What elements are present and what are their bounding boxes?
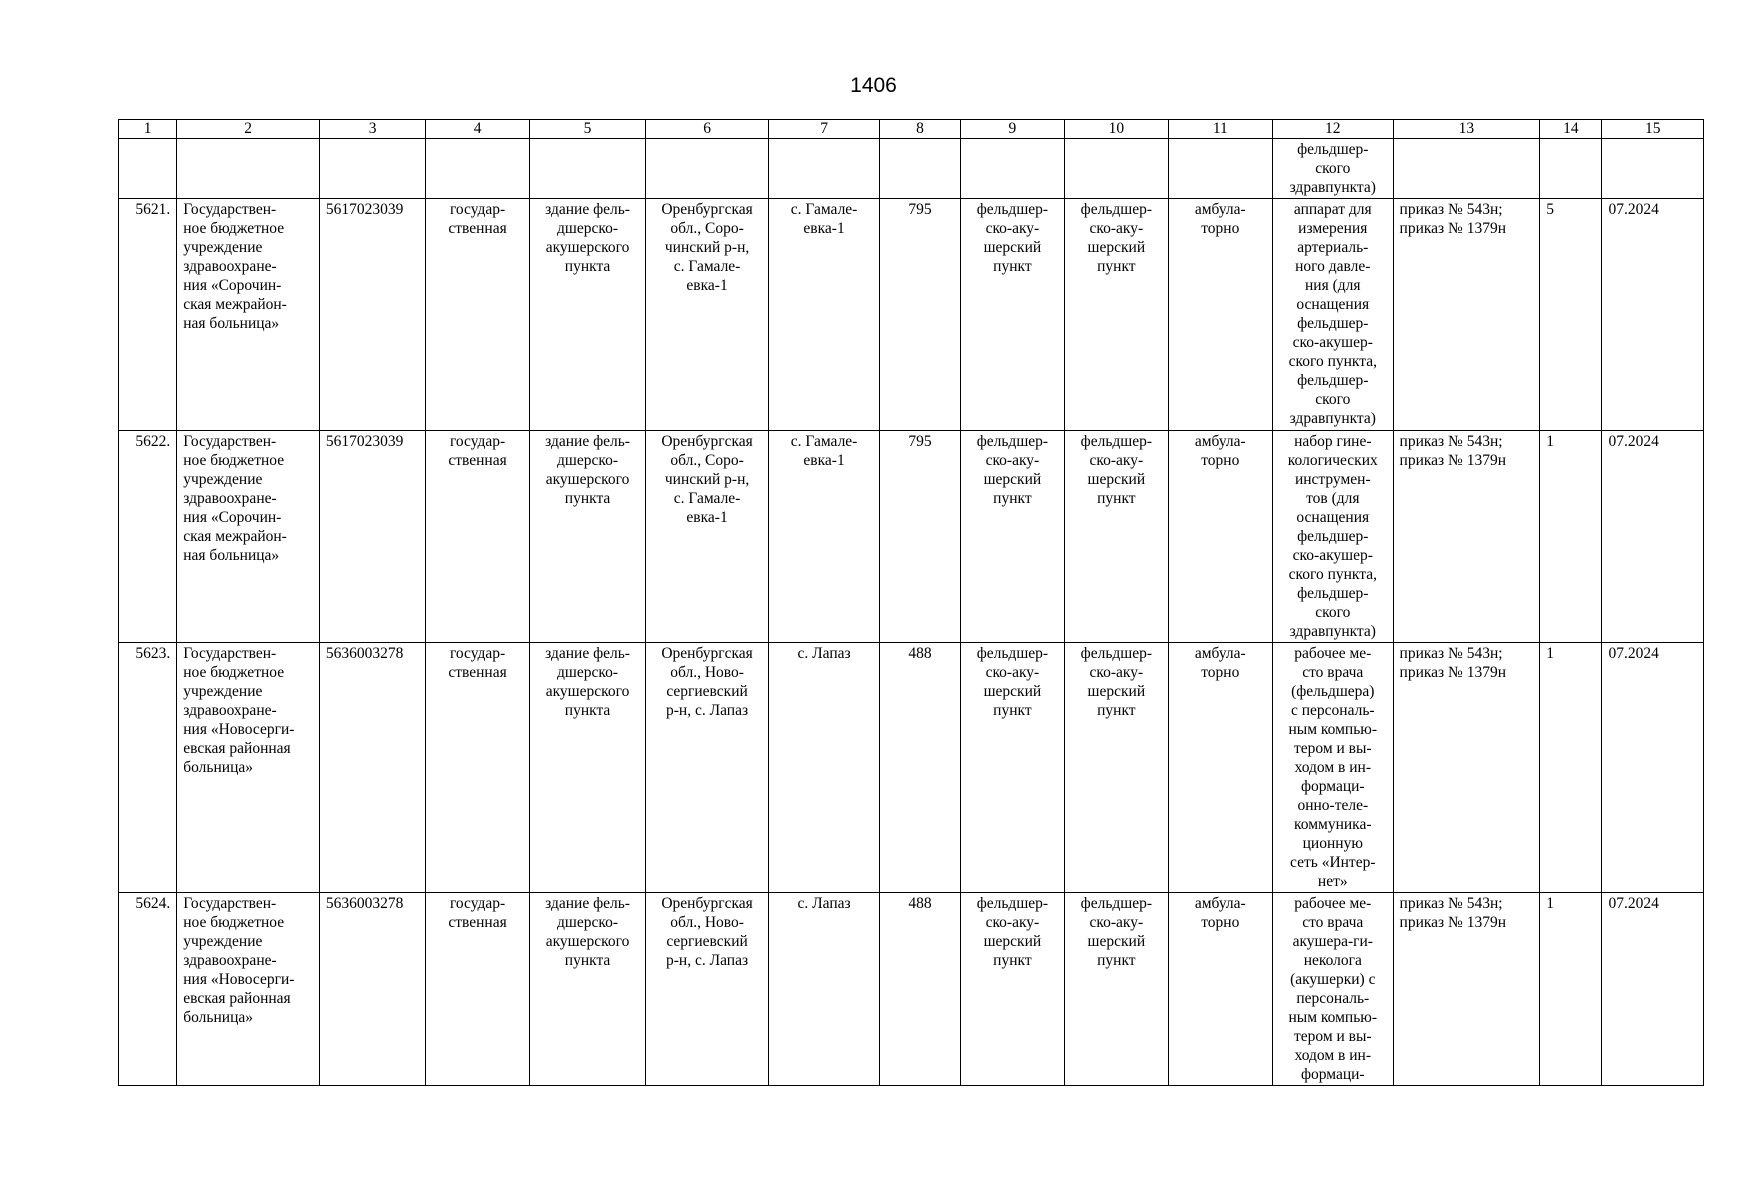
facility-type: фельдшер- ско-аку- шерский пункт (960, 199, 1064, 431)
date: 07.2024 (1602, 643, 1704, 893)
equipment: рабочее ме- сто врача (фельдшера) с персональ- ным компью- тером и вы- ходом в ин- формаци- онно-теле- коммуника- ционную сеть «Интер- нет» (1273, 643, 1394, 893)
organization-name: Государствен- ное бюджетное учреждение здравоохране- ния «Сорочин- ская межрайон- ная больница» (177, 431, 320, 643)
order: приказ № 543н; приказ № 1379н (1393, 431, 1540, 643)
quantity: 1 (1540, 643, 1602, 893)
locality: с. Гамале- евка-1 (768, 199, 879, 431)
header-cell: 11 (1168, 120, 1272, 139)
organization-name: Государствен- ное бюджетное учреждение здравоохране- ния «Новосерги- евская районная больница» (177, 893, 320, 1086)
header-cell: 1 (119, 120, 177, 139)
header-cell: 10 (1065, 120, 1168, 139)
header-cell: 8 (880, 120, 960, 139)
locality: с. Лапаз (768, 893, 879, 1086)
ownership: государ- ственная (426, 643, 529, 893)
equipment: аппарат для измерения артериаль- ного давле- ния (для оснащения фельдшер- ско-акушер- ского пункта, фельдшер- ского здравпункта) (1273, 199, 1394, 431)
building: здание фель- дшерско- акушерского пункта (529, 199, 646, 431)
ownership: государ- ственная (426, 893, 529, 1086)
row-number: 5622. (119, 431, 177, 643)
equipment-table (118, 119, 1704, 1086)
facility-unit: фельдшер- ско-аку- шерский пункт (1065, 431, 1168, 643)
facility-unit: фельдшер- ско-аку- шерский пункт (1065, 893, 1168, 1086)
ownership: государ- ственная (426, 431, 529, 643)
order: приказ № 543н; приказ № 1379н (1393, 199, 1540, 431)
date: 07.2024 (1602, 431, 1704, 643)
address: Оренбургская обл., Ново- сергиевский р-н, с. Лапаз (646, 643, 769, 893)
building: здание фель- дшерско- акушерского пункта (529, 643, 646, 893)
building: здание фель- дшерско- акушерского пункта (529, 431, 646, 643)
population: 795 (880, 199, 960, 431)
facility-type: фельдшер- ско-аку- шерский пункт (960, 893, 1064, 1086)
population: 795 (880, 431, 960, 643)
table-row (119, 643, 1704, 893)
address: Оренбургская обл., Ново- сергиевский р-н, с. Лапаз (646, 893, 769, 1086)
order: приказ № 543н; приказ № 1379н (1393, 893, 1540, 1086)
facility-unit: фельдшер- ско-аку- шерский пункт (1065, 199, 1168, 431)
date: 07.2024 (1602, 199, 1704, 431)
header-cell: 6 (646, 120, 769, 139)
header-cell: 4 (426, 120, 529, 139)
table-row (119, 893, 1704, 1086)
row-number: 5621. (119, 199, 177, 431)
row-number: 5624. (119, 893, 177, 1086)
locality: с. Гамале- евка-1 (768, 431, 879, 643)
population: 488 (880, 893, 960, 1086)
quantity: 1 (1540, 431, 1602, 643)
table-row (119, 431, 1704, 643)
inn: 5636003278 (319, 893, 425, 1086)
header-cell: 3 (319, 120, 425, 139)
header-cell: 9 (960, 120, 1064, 139)
order: приказ № 543н; приказ № 1379н (1393, 643, 1540, 893)
inn: 5617023039 (319, 199, 425, 431)
row-number: 5623. (119, 643, 177, 893)
organization-name: Государствен- ное бюджетное учреждение здравоохране- ния «Новосерги- евская районная больница» (177, 643, 320, 893)
facility-unit: фельдшер- ско-аку- шерский пункт (1065, 643, 1168, 893)
header-cell: 13 (1393, 120, 1540, 139)
equipment: рабочее ме- сто врача акушера-ги- неколога (акушерки) с персональ- ным компью- тером и вы- ходом в ин- формаци- (1273, 893, 1394, 1086)
header-cell: 7 (768, 120, 879, 139)
care-form: амбула- торно (1168, 199, 1272, 431)
address: Оренбургская обл., Соро- чинский р-н, с. Гамале- евка-1 (646, 199, 769, 431)
table-row (119, 199, 1704, 431)
inn: 5636003278 (319, 643, 425, 893)
quantity: 1 (1540, 893, 1602, 1086)
building: здание фель- дшерско- акушерского пункта (529, 893, 646, 1086)
continuation-equipment-cell: фельдшер- ского здравпункта) (1273, 139, 1394, 199)
quantity: 5 (1540, 199, 1602, 431)
care-form: амбула- торно (1168, 893, 1272, 1086)
inn: 5617023039 (319, 431, 425, 643)
care-form: амбула- торно (1168, 643, 1272, 893)
header-cell: 5 (529, 120, 646, 139)
care-form: амбула- торно (1168, 431, 1272, 643)
column-number-header-row (119, 120, 1704, 139)
header-cell: 2 (177, 120, 320, 139)
page-number: 1406 (850, 74, 897, 97)
header-cell: 14 (1540, 120, 1602, 139)
locality: с. Лапаз (768, 643, 879, 893)
header-cell: 12 (1273, 120, 1394, 139)
date: 07.2024 (1602, 893, 1704, 1086)
continuation-row (119, 139, 1704, 199)
facility-type: фельдшер- ско-аку- шерский пункт (960, 643, 1064, 893)
address: Оренбургская обл., Соро- чинский р-н, с. Гамале- евка-1 (646, 431, 769, 643)
organization-name: Государствен- ное бюджетное учреждение здравоохране- ния «Сорочин- ская межрайон- ная больница» (177, 199, 320, 431)
facility-type: фельдшер- ско-аку- шерский пункт (960, 431, 1064, 643)
header-cell: 15 (1602, 120, 1704, 139)
population: 488 (880, 643, 960, 893)
equipment: набор гине- кологических инструмен- тов (для оснащения фельдшер- ско-акушер- ского пункта, фельдшер- ского здравпункта) (1273, 431, 1394, 643)
ownership: государ- ственная (426, 199, 529, 431)
